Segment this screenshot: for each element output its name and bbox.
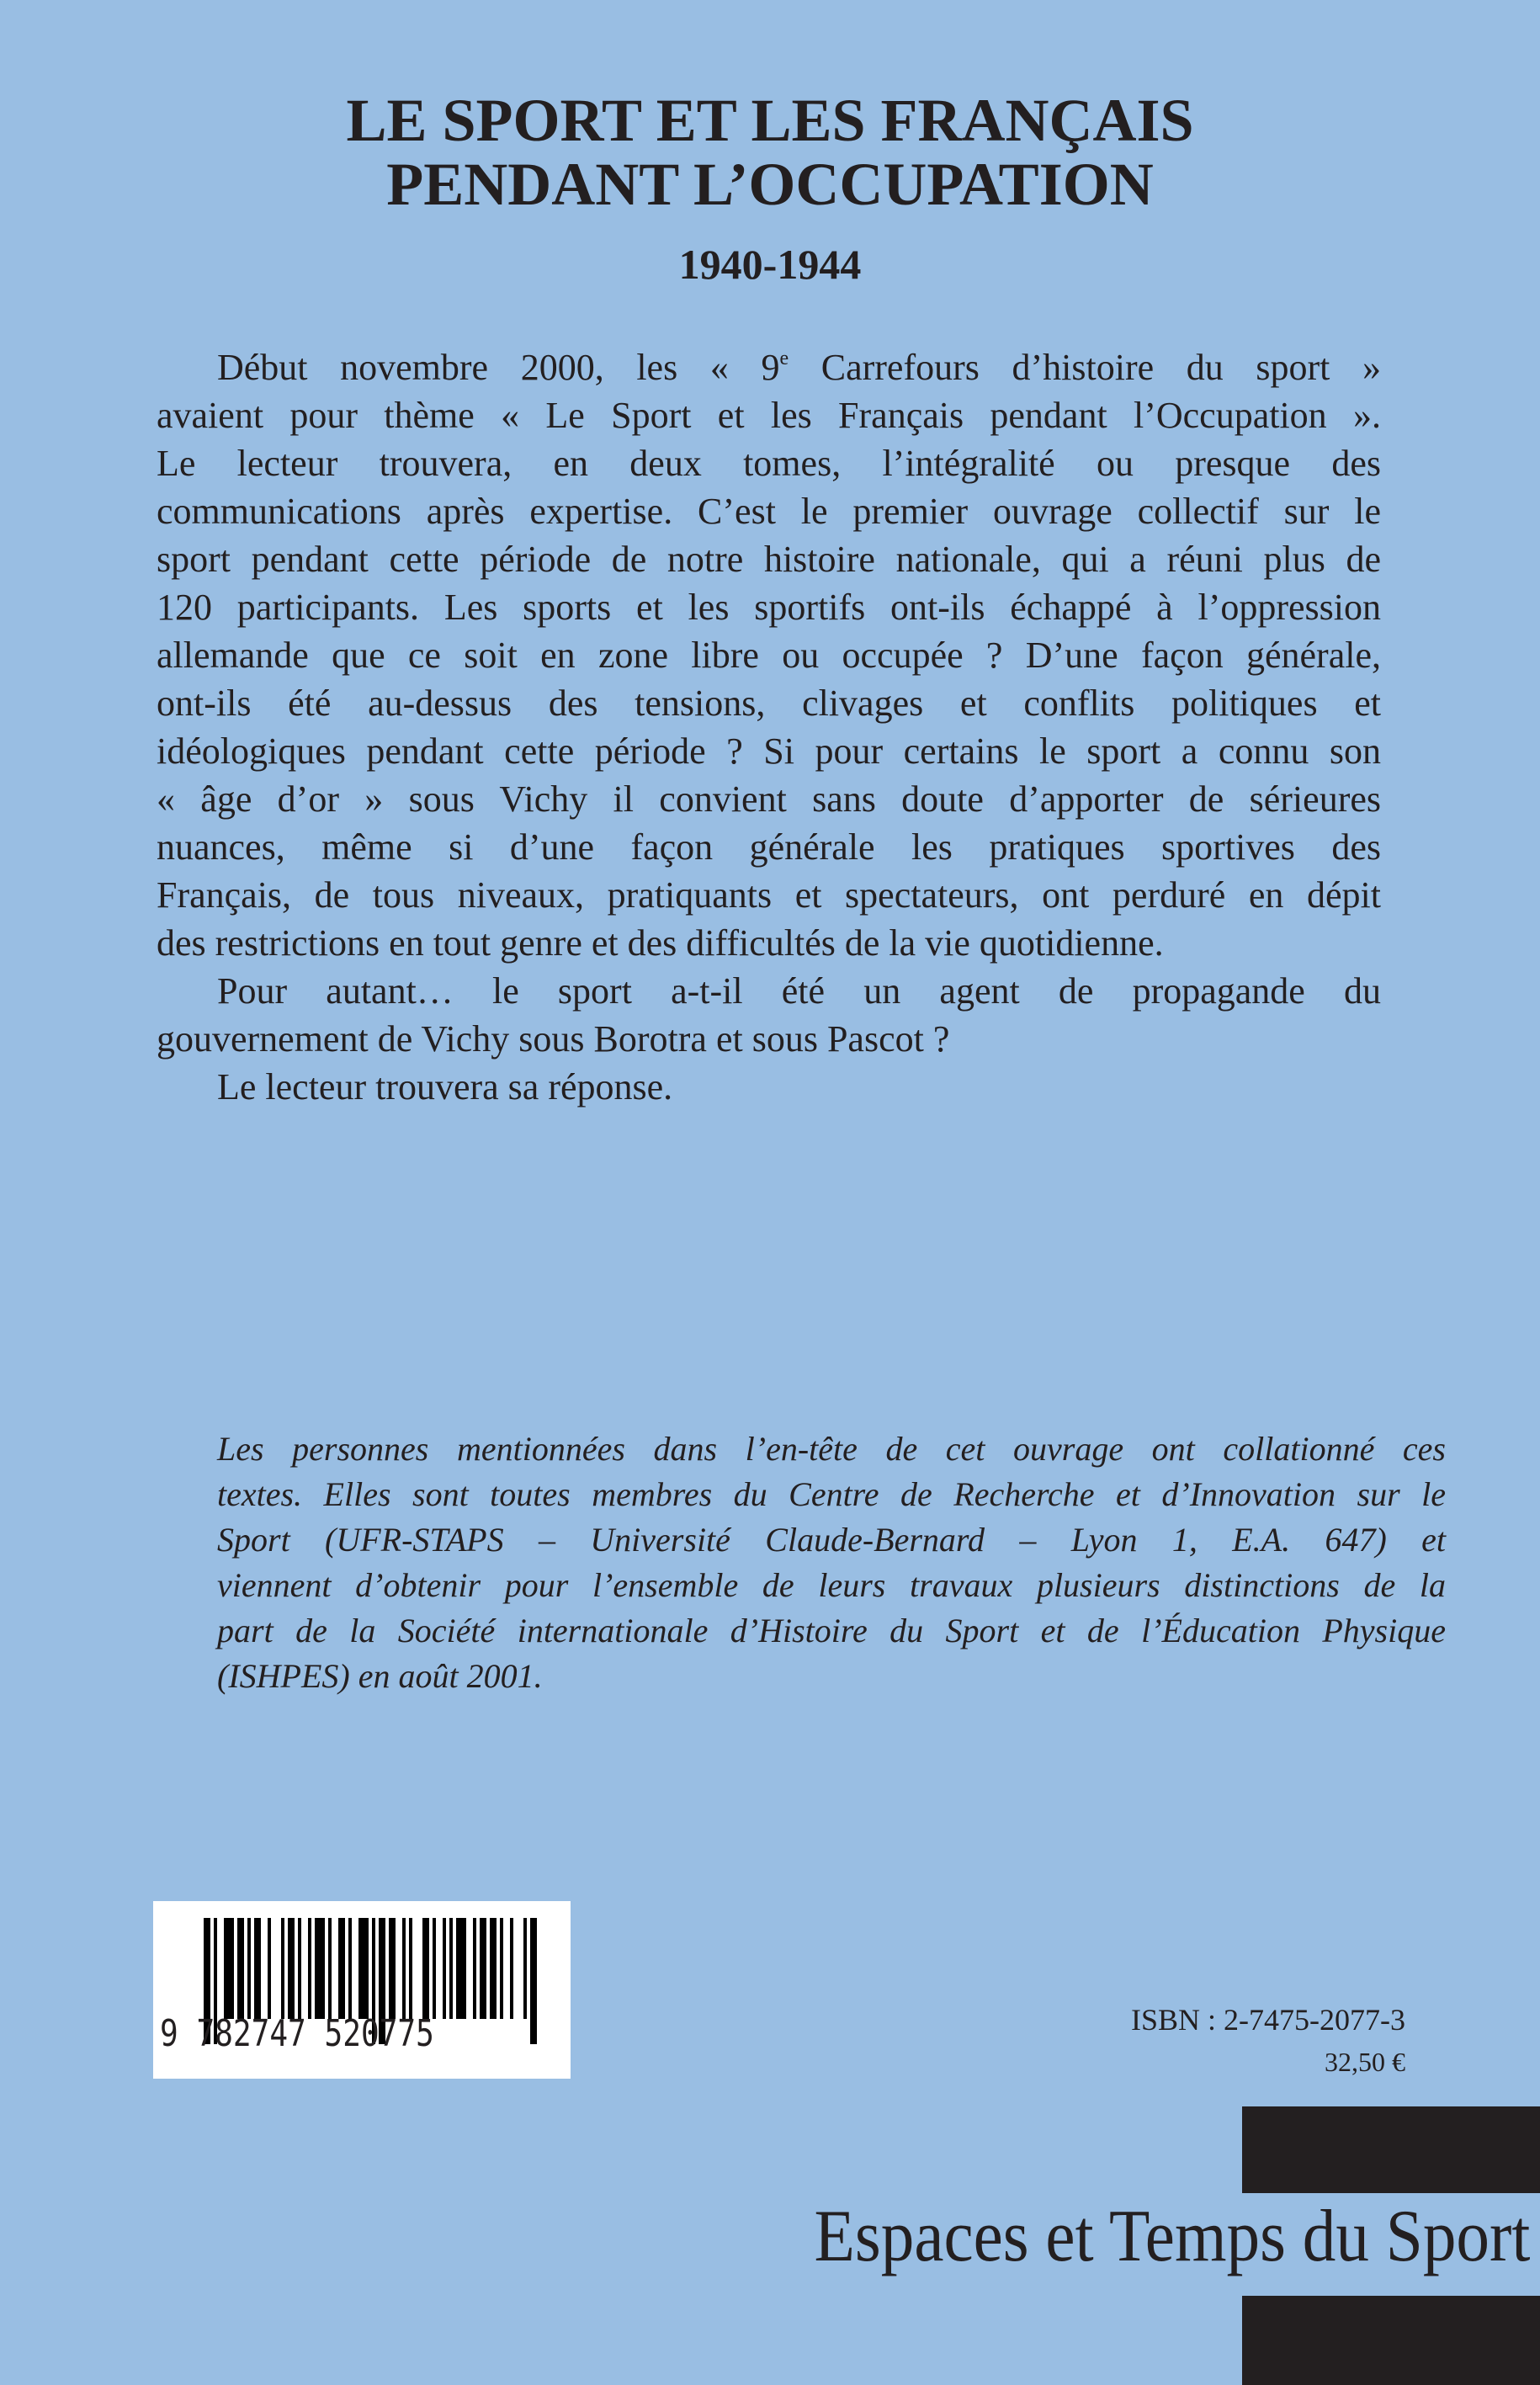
barcode-bar (500, 1918, 503, 2019)
barcode-bar (315, 1918, 325, 2019)
summary-text-part: Début novembre 2000, les « 9 (217, 347, 780, 388)
summary-line: des restrictions en tout genre et des difficultés de la vie quotidienne. (157, 922, 1164, 964)
barcode-bar (449, 1918, 453, 2019)
book-title-line-2: PENDANT L’OCCUPATION (386, 151, 1154, 218)
summary-line: communications après expertise. C’est le premier ouvrage collectif sur le (157, 491, 1381, 532)
summary-line: Le lecteur trouvera, en deux tomes, l’intégralité ou presque des (157, 443, 1381, 484)
summary-line: 120 participants. Les sports et les sportifs ont-ils échappé à l’oppression (157, 587, 1381, 628)
summary-line: avaient pour thème « Le Sport et les Français pendant l’Occupation ». (157, 395, 1381, 436)
price: 32,50 € (1325, 2047, 1405, 2077)
barcode-bar (358, 1918, 369, 2019)
barcode-bar (288, 1918, 295, 2019)
barcode-bar (422, 1918, 429, 2019)
barcode-bar (443, 1918, 446, 2019)
summary-line: Français, de tous niveaux, pratiquants et spectateurs, ont perduré en dépit (157, 874, 1381, 916)
summary-line: « âge d’or » sous Vichy il convient sans doute d’apporter de sérieures (157, 778, 1381, 820)
summary-line: ont-ils été au-dessus des tensions, clivages et conflits politiques et (157, 683, 1381, 724)
barcode-bar (523, 1918, 527, 2019)
summary-line: nuances, même si d’une façon générale les pratiques sportives des (157, 826, 1381, 868)
summary-line (157, 343, 1381, 391)
summary-line: gouvernement de Vichy sous Borotra et sous Pascot ? (157, 1018, 950, 1060)
series-name: Espaces et Temps du Sport (814, 2196, 1530, 2277)
superscript: e (779, 348, 789, 369)
summary-text-part: Carrefours d’histoire du sport » (789, 347, 1381, 388)
barcode-bar (510, 1918, 513, 2019)
barcode-bar (480, 1918, 486, 2019)
barcode-bar (530, 1918, 537, 2044)
barcode-bar (224, 1918, 234, 2019)
barcode-bar (402, 1918, 406, 2019)
barcode-bar (389, 1918, 396, 2019)
authors-note-line: Sport (UFR-STAPS – Université Claude-Bernard – Lyon 1, E.A. 647) et (217, 1521, 1446, 1559)
book-title-line-1: LE SPORT ET LES FRANÇAIS (346, 87, 1194, 154)
barcode-bar (298, 1918, 301, 2019)
barcode-bar (268, 1918, 271, 2019)
authors-note-line: (ISHPES) en août 2001. (217, 1657, 543, 1695)
barcode-bar (456, 1918, 466, 2019)
summary-text (157, 343, 1381, 1111)
authors-note-line: Les personnes mentionnées dans l’en-tête de cet ouvrage ont collationné ces (217, 1430, 1446, 1468)
barcode-bar (237, 1918, 244, 2019)
summary-line: idéologiques pendant cette période ? Si pour certains le sport a connu son (157, 730, 1381, 772)
barcode-bar (409, 1918, 412, 2019)
barcode-bar (308, 1918, 311, 2019)
summary-line: sport pendant cette période de notre histoire nationale, qui a réuni plus de (157, 539, 1381, 580)
summary-line: allemande que ce soit en zone libre ou occupée ? D’une façon générale, (157, 635, 1381, 676)
barcode-bar (247, 1918, 251, 2019)
series-block-top (1242, 2106, 1540, 2193)
barcode-bar (281, 1918, 284, 2019)
isbn-number: ISBN : 2-7475-2077-3 (1131, 2003, 1405, 2037)
authors-note-line: textes. Elles sont toutes membres du Centre de Recherche et d’Innovation sur le (217, 1475, 1446, 1513)
barcode-bar (338, 1918, 345, 2019)
barcode-bar (473, 1918, 476, 2019)
barcode-bar (433, 1918, 436, 2019)
barcode-digits: 9 782747 520775 (160, 2012, 434, 2055)
series-block-bottom (1242, 2296, 1540, 2385)
summary-line: Le lecteur trouvera sa réponse. (217, 1066, 673, 1108)
barcode-bar (328, 1918, 332, 2019)
summary-line: Pour autant… le sport a-t-il été un agent de propagande du (217, 970, 1381, 1012)
isbn-barcode (153, 1901, 571, 2079)
barcode-bar (348, 1918, 352, 2019)
authors-note (217, 1426, 1446, 1699)
authors-note-line: viennent d’obtenir pour l’ensemble de leurs travaux plusieurs distinctions de la (217, 1566, 1446, 1604)
barcode-bar (254, 1918, 261, 2019)
barcode-bar (490, 1918, 497, 2019)
book-years: 1940-1944 (678, 241, 862, 288)
authors-note-line: part de la Société internationale d’Histoire du Sport et de l’Éducation Physique (217, 1612, 1446, 1649)
